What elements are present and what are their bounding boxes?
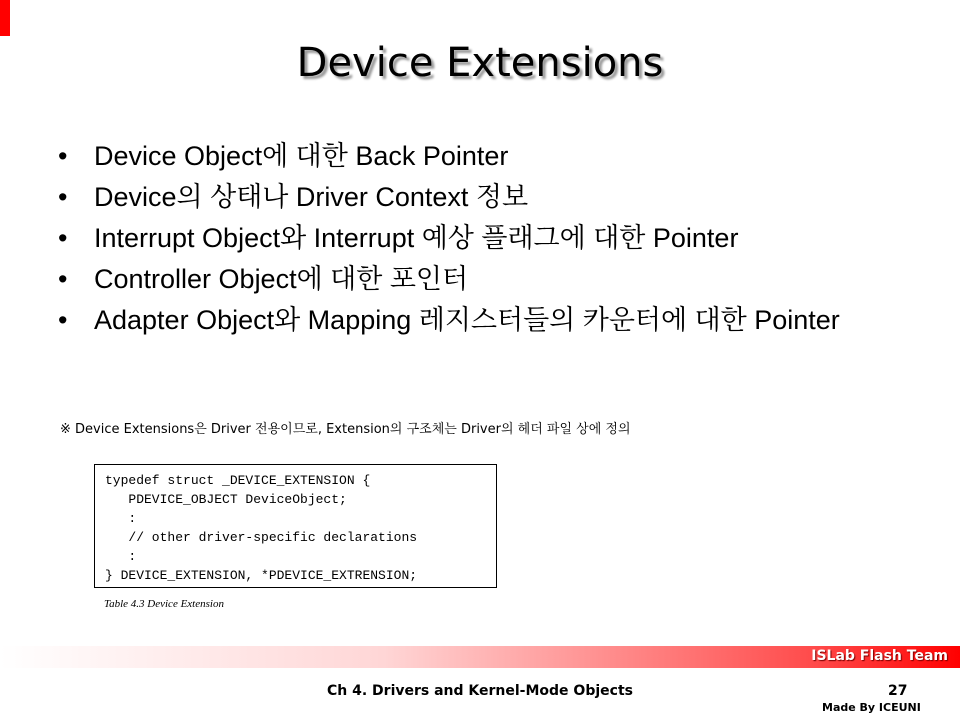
table-caption: Table 4.3 Device Extension [104,598,224,610]
bullet-dot: • [58,223,68,253]
bullet-dot: • [58,182,68,212]
bullet-list [56,140,926,345]
footer-chapter-title: Ch 4. Drivers and Kernel-Mode Objects [327,683,633,699]
footer-author: Made By ICEUNI [822,701,921,714]
footer-team-label: ISLab Flash Team [811,648,948,664]
bullet-text: Device Object에 대한 Back Pointer [94,141,509,171]
slide-title: Device Extensions [296,40,664,86]
accent-bar [0,0,10,36]
bullet-text: Interrupt Object와 Interrupt 예상 플래그에 대한 Pointer [94,223,739,253]
bullet-item [56,222,926,254]
bullet-item [56,140,926,172]
note-text: ※ Device Extensions은 Driver 전용이므로, Extension의 구조체는 Driver의 헤더 파일 상에 정의 [60,422,631,437]
bullet-dot: • [58,141,68,171]
bullet-text: Controller Object에 대한 포인터 [94,264,469,294]
bullet-text: Device의 상태나 Driver Context 정보 [94,182,529,212]
bullet-text: Adapter Object와 Mapping 레지스터들의 카운터에 대한 Pointer [94,305,840,335]
bullet-item [56,304,926,336]
page-number: 27 [888,683,908,699]
bullet-item [56,263,926,295]
bullet-dot: • [58,305,68,335]
code-box: typedef struct _DEVICE_EXTENSION { PDEVICE_OBJECT DeviceObject; : // other driver-specific declarations : } DEVICE_EXTENSION, *PDEVICE_EXTRENSION; [94,464,497,588]
bullet-item [56,181,926,213]
bullet-dot: • [58,264,68,294]
